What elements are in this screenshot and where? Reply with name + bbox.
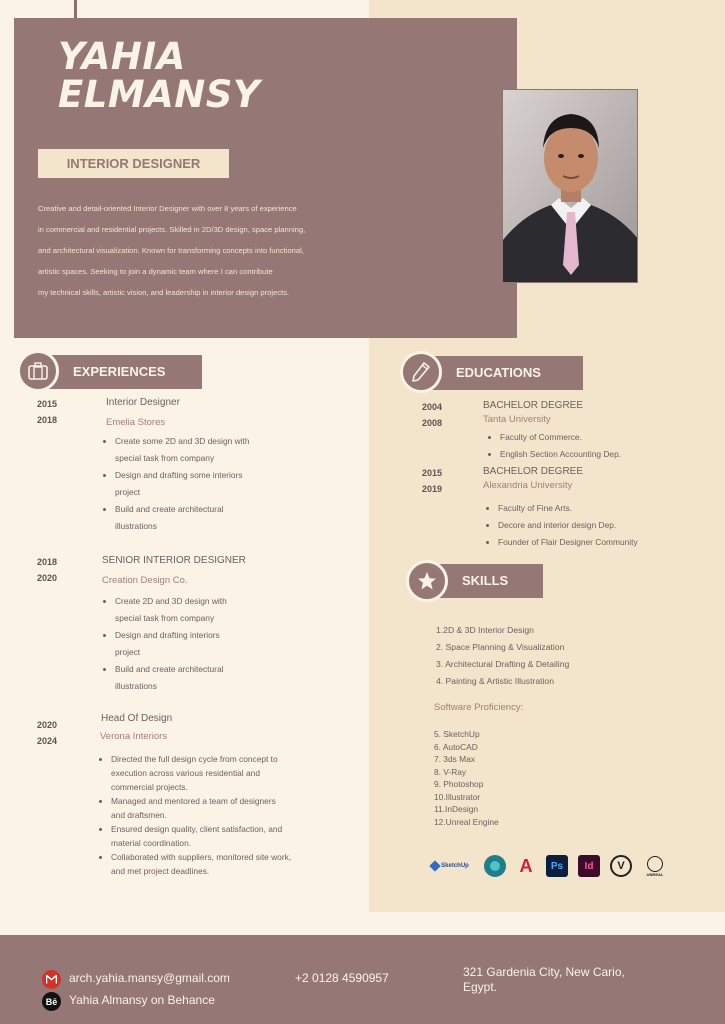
list-item: • Faculty of Fine Arts. — [498, 500, 718, 517]
list-item: • Managed and mentored a team of designers and draftsmen. — [111, 794, 351, 822]
3ds-max-icon — [484, 855, 506, 877]
list-item: • Collaborated with suppliers, monitored site work, and met project deadlines. — [111, 850, 351, 878]
list-item: • Build and create architectural illustrations — [115, 501, 315, 535]
list-item: 7. 3ds Max — [434, 754, 475, 764]
behance-icon: Bē — [42, 992, 61, 1011]
indesign-icon: Id — [578, 855, 600, 877]
summary-line: artistic spaces. Seeking to join a dynamic team where I can contribute — [38, 267, 273, 276]
software-icons-row — [426, 851, 676, 881]
address — [463, 965, 625, 995]
top-accent-line — [74, 0, 77, 18]
list-item: • Create some 2D and 3D design with special task from company — [115, 433, 315, 467]
summary-line: and architectural visualization. Known for transforming concepts into functional, — [38, 246, 304, 255]
education-bullets — [486, 429, 700, 463]
list-item: 5. SketchUp — [434, 729, 480, 739]
education-school: Alexandria University — [483, 480, 573, 491]
software-list — [434, 728, 499, 828]
list-item: • Directed the full design cycle from concept to execution across various residential and commercial projects. — [111, 752, 351, 794]
list-item: • Faculty of Commerce. — [500, 429, 700, 446]
list-item: • Build and create architectural illustrations — [115, 661, 315, 695]
list-item: • Design and drafting interiors project — [115, 627, 315, 661]
list-item: 1.2D & 3D Interior Design — [436, 625, 534, 635]
list-item: • Decore and interior design Dep. — [498, 517, 718, 534]
experience-title: SENIOR INTERIOR DESIGNER — [102, 555, 246, 566]
experiences-heading: EXPERIENCES — [37, 355, 202, 389]
list-item: 6. AutoCAD — [434, 741, 478, 752]
experience-bullets — [97, 752, 351, 878]
star-icon — [406, 560, 448, 602]
list-item: 11.InDesign — [434, 804, 479, 814]
experience-years — [37, 396, 57, 428]
sketchup-icon: SketchUp — [426, 855, 474, 877]
pencil-icon — [400, 351, 442, 393]
experience-years — [37, 554, 57, 586]
start-year: 2018 — [37, 557, 58, 567]
start-year: 2004 — [422, 402, 443, 412]
end-year: 2024 — [37, 736, 58, 746]
education-degree: BACHELOR DEGREE — [483, 466, 584, 477]
first-name: YAHIA — [58, 35, 186, 78]
skills-list — [436, 622, 569, 690]
summary-line: Creative and detail-oriented Interior Designer with over 8 years of experience — [38, 204, 297, 213]
end-year: 2008 — [422, 418, 443, 428]
start-year: 2015 — [422, 468, 443, 478]
experience-title: Interior Designer — [106, 397, 180, 408]
software-proficiency-title: Software Proficiency: — [434, 702, 524, 713]
end-year: 2018 — [37, 415, 58, 425]
end-year: 2020 — [37, 573, 58, 583]
list-item: 4. Painting & Artistic Illustration — [436, 676, 554, 686]
experience-company: Creation Design Co. — [102, 575, 188, 586]
experience-bullets — [101, 433, 315, 535]
last-name: ELMANSY — [58, 73, 261, 116]
educations-heading: EDUCATIONS — [420, 356, 583, 390]
vray-icon: V — [610, 855, 632, 877]
start-year: 2015 — [37, 399, 58, 409]
list-item: • Founder of Flair Designer Community — [498, 534, 718, 551]
briefcase-icon — [17, 350, 59, 392]
list-item: 10.Illustrator — [434, 791, 481, 802]
experience-bullets — [101, 593, 315, 695]
profile-summary — [38, 198, 348, 303]
address-line: 321 Gardenia City, New Cario, — [463, 965, 625, 979]
education-school: Tanta University — [483, 414, 551, 425]
behance-link[interactable]: Yahia Almansy on Behance — [69, 993, 215, 1007]
experience-company: Emelia Stores — [106, 417, 166, 428]
list-item: • Design and drafting some interiors project — [115, 467, 315, 501]
end-year: 2019 — [422, 484, 443, 494]
address-line: Egypt. — [463, 980, 498, 994]
skills-heading: SKILLS — [426, 564, 543, 598]
list-item: 8. V-Ray — [434, 766, 467, 777]
list-item: 9. Photoshop — [434, 779, 484, 789]
summary-line: my technical skills, artistic vision, and leadership in interior design projects. — [38, 288, 290, 297]
profile-photo — [502, 89, 638, 283]
phone-number: +2 0128 4590957 — [295, 971, 389, 985]
education-years — [422, 465, 442, 497]
email-link[interactable]: arch.yahia.mansy@gmail.com — [69, 971, 230, 985]
list-item: 12.Unreal Engine — [434, 816, 499, 827]
experience-years — [37, 717, 57, 749]
list-item: • Ensured design quality, client satisfaction, and material coordination. — [111, 822, 351, 850]
experience-company: Verona Interiors — [100, 731, 168, 742]
gmail-icon — [42, 970, 61, 989]
experience-title: Head Of Design — [101, 713, 173, 724]
list-item: 3. Architectural Drafting & Detailing — [436, 659, 570, 669]
list-item: • English Section Accounting Dep. — [500, 446, 700, 463]
education-degree: BACHELOR DEGREE — [483, 400, 584, 411]
education-years — [422, 399, 442, 431]
education-bullets — [484, 500, 718, 551]
unreal-engine-icon: UNREAL — [642, 855, 668, 877]
list-item: 2. Space Planning & Visualization — [436, 642, 565, 652]
autocad-icon: A — [519, 855, 533, 876]
summary-line: in commercial and residential projects. Skilled in 2D/3D design, space planning, — [38, 225, 306, 234]
photoshop-icon: Ps — [546, 855, 568, 877]
start-year: 2020 — [37, 720, 58, 730]
full-name — [58, 35, 261, 116]
list-item: • Create 2D and 3D design with special task from company — [115, 593, 315, 627]
job-role-badge: INTERIOR DESIGNER — [38, 149, 229, 178]
